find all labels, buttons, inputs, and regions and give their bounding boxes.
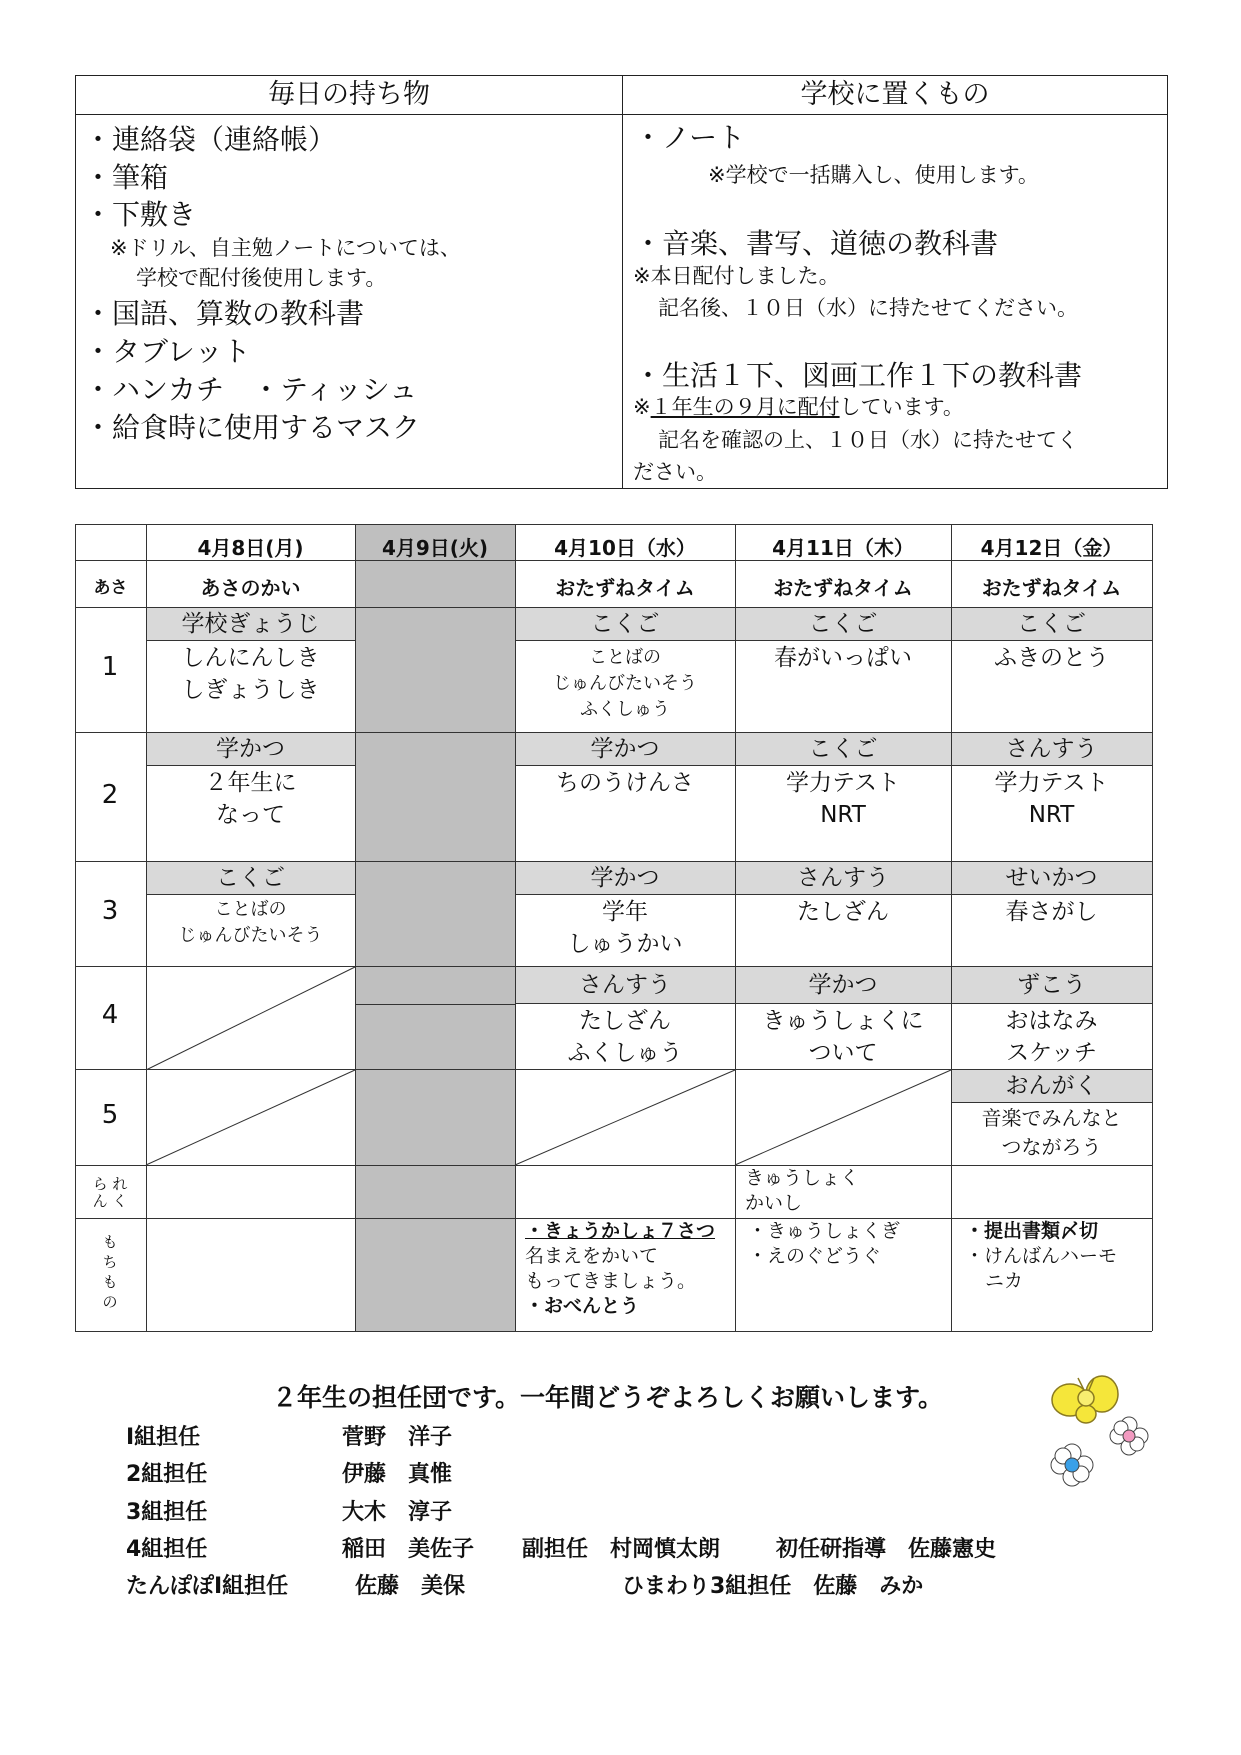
subject-label: さんすう xyxy=(951,733,1152,766)
lesson-content: きゅうしょくに ついて xyxy=(762,1008,924,1066)
butterfly-flowers-illustration xyxy=(1040,1370,1160,1500)
morning-activity: あさのかい xyxy=(200,576,301,600)
flower-icon xyxy=(1110,1417,1148,1455)
school-item: ・ノート xyxy=(634,121,746,154)
subject-label: 学かつ xyxy=(515,733,735,766)
school-note: ※本日配付しました。 xyxy=(633,264,840,288)
subject-label: 学かつ xyxy=(735,967,951,1004)
lesson-content: しんにんしき しぎょうしき xyxy=(181,645,320,703)
lesson-content: おはなみ スケッチ xyxy=(1005,1008,1098,1066)
lesson-content: ２年生に なって xyxy=(204,770,297,828)
staff-class: 4組担任 xyxy=(126,1537,208,1562)
subject-label: おんがく xyxy=(951,1070,1152,1103)
lesson-content: 学年 しゅうかい xyxy=(567,899,683,957)
school-note: ※学校で一括購入し、使用します。 xyxy=(708,163,1039,187)
morning-activity: おたずねタイム xyxy=(773,576,913,600)
subject-label: さんすう xyxy=(515,967,735,1004)
subject-label: こくご xyxy=(515,608,735,641)
subject-label: ずこう xyxy=(951,967,1152,1004)
lesson-content: 春さがし xyxy=(1005,899,1098,925)
renraku-content: きゅうしょく かいし xyxy=(745,1167,860,1214)
staff-assistant: 副担任 村岡慎太朗 xyxy=(522,1537,721,1562)
school-note: 記名を確認の上、１０日（水）に持たせてく xyxy=(658,428,1078,452)
subject-label: こくご xyxy=(735,608,951,641)
flower-icon xyxy=(1051,1444,1093,1486)
butterfly-icon xyxy=(1052,1376,1118,1423)
mochimono-content: ・きゅうしょくぎ ・えのぐどうぐ xyxy=(748,1220,901,1267)
staff-teacher: ひまわり3組担任 佐藤 みか xyxy=(622,1574,924,1599)
lesson-content: たしざん xyxy=(797,899,889,925)
daily-note: 学校で配付後使用します。 xyxy=(136,266,387,290)
daily-item: ・ハンカチ ・ティッシュ xyxy=(84,373,418,406)
daily-item: ・給食時に使用するマスク xyxy=(84,411,421,444)
subject-label: 学校ぎょうじ xyxy=(146,608,355,641)
subject-label: さんすう xyxy=(735,862,951,895)
lesson-content: ことばの じゅんびたいそう ふくしゅう xyxy=(553,647,697,720)
lesson-content: 学力テスト NRT xyxy=(785,770,901,828)
daily-item: ・筆箱 xyxy=(84,161,169,194)
staff-mentor: 初任研指導 佐藤憲史 xyxy=(776,1537,997,1562)
staff-teacher: 稲田 美佐子 xyxy=(342,1537,475,1562)
staff-teacher: 大木 淳子 xyxy=(342,1500,453,1525)
school-note: 記名後、１０日（水）に持たせてください。 xyxy=(658,296,1078,320)
mochimono-label: も ち も の xyxy=(102,1233,118,1311)
lesson-content: 学力テスト NRT xyxy=(994,770,1109,828)
morning-activity: おたずねタイム xyxy=(981,576,1122,600)
day-header-wed: 4月10日（水） xyxy=(554,536,696,560)
staff-class: 2組担任 xyxy=(126,1462,208,1487)
subject-label: こくご xyxy=(146,862,355,895)
school-note: ※１年生の９月に配付しています。 xyxy=(633,395,964,419)
school-item: ・音楽、書写、道徳の教科書 xyxy=(634,227,999,260)
daily-items-header: 毎日の持ち物 xyxy=(76,76,623,115)
mochimono-content: ・提出書類〆切 ・けんばんハーモ ニカ xyxy=(965,1220,1118,1292)
morning-activity: おたずねタイム xyxy=(555,576,695,600)
lesson-content: たしざん ふくしゅう xyxy=(567,1008,683,1066)
day-header-fri: 4月12日（金） xyxy=(980,536,1123,560)
day-header-tue: 4月9日(火) xyxy=(381,536,489,560)
daily-note: ※ドリル、自主勉ノートについては、 xyxy=(110,236,461,260)
staff-teacher: 菅野 洋子 xyxy=(342,1425,453,1450)
staff-teacher: 佐藤 美保 xyxy=(355,1574,466,1599)
subject-label: せいかつ xyxy=(951,862,1152,895)
daily-item: ・下敷き xyxy=(84,198,197,231)
daily-item: ・国語、算数の教科書 xyxy=(84,297,365,330)
subject-label: 学かつ xyxy=(146,733,355,766)
school-items-header: 学校に置くもの xyxy=(623,76,1167,115)
staff-heading: ２年生の担任団です。一年間どうぞよろしくお願いします。 xyxy=(272,1383,944,1412)
renraku-label: ら れ ん く xyxy=(92,1175,128,1210)
subject-label: こくご xyxy=(735,733,951,766)
lesson-content: ことばの じゅんびたいそう xyxy=(178,899,323,946)
school-note: ださい。 xyxy=(633,460,717,484)
lesson-content: 春がいっぱい xyxy=(774,645,912,671)
lesson-content: ふきのとう xyxy=(994,645,1109,671)
mochimono-content: ・きょうかしょ７さつ 名まえをかいて もってきましょう。 ・おべんとう xyxy=(525,1220,716,1317)
subject-label: 学かつ xyxy=(515,862,735,895)
staff-class: Ⅰ組担任 xyxy=(126,1425,201,1450)
subject-label: こくご xyxy=(951,608,1152,641)
period-number: 1 xyxy=(101,652,119,682)
period-number: 2 xyxy=(101,780,119,810)
daily-item: ・タブレット xyxy=(84,335,251,368)
lesson-content: 音楽でみんなと つながろう xyxy=(981,1106,1122,1159)
daily-item: ・連絡袋（連絡帳） xyxy=(84,123,337,156)
staff-class: たんぽぽⅠ組担任 xyxy=(126,1574,289,1599)
staff-class: 3組担任 xyxy=(126,1500,208,1525)
asa-label: あさ xyxy=(93,578,128,598)
staff-teacher: 伊藤 真惟 xyxy=(342,1462,453,1487)
period-number: 4 xyxy=(101,1000,119,1030)
day-header-mon: 4月8日(月) xyxy=(197,536,304,560)
lesson-content: ちのうけんさ xyxy=(556,770,694,796)
day-header-thu: 4月11日（木） xyxy=(772,536,914,560)
period-number: 3 xyxy=(101,896,119,926)
school-item: ・生活１下、図画工作１下の教科書 xyxy=(634,359,1083,392)
period-number: 5 xyxy=(101,1100,119,1130)
